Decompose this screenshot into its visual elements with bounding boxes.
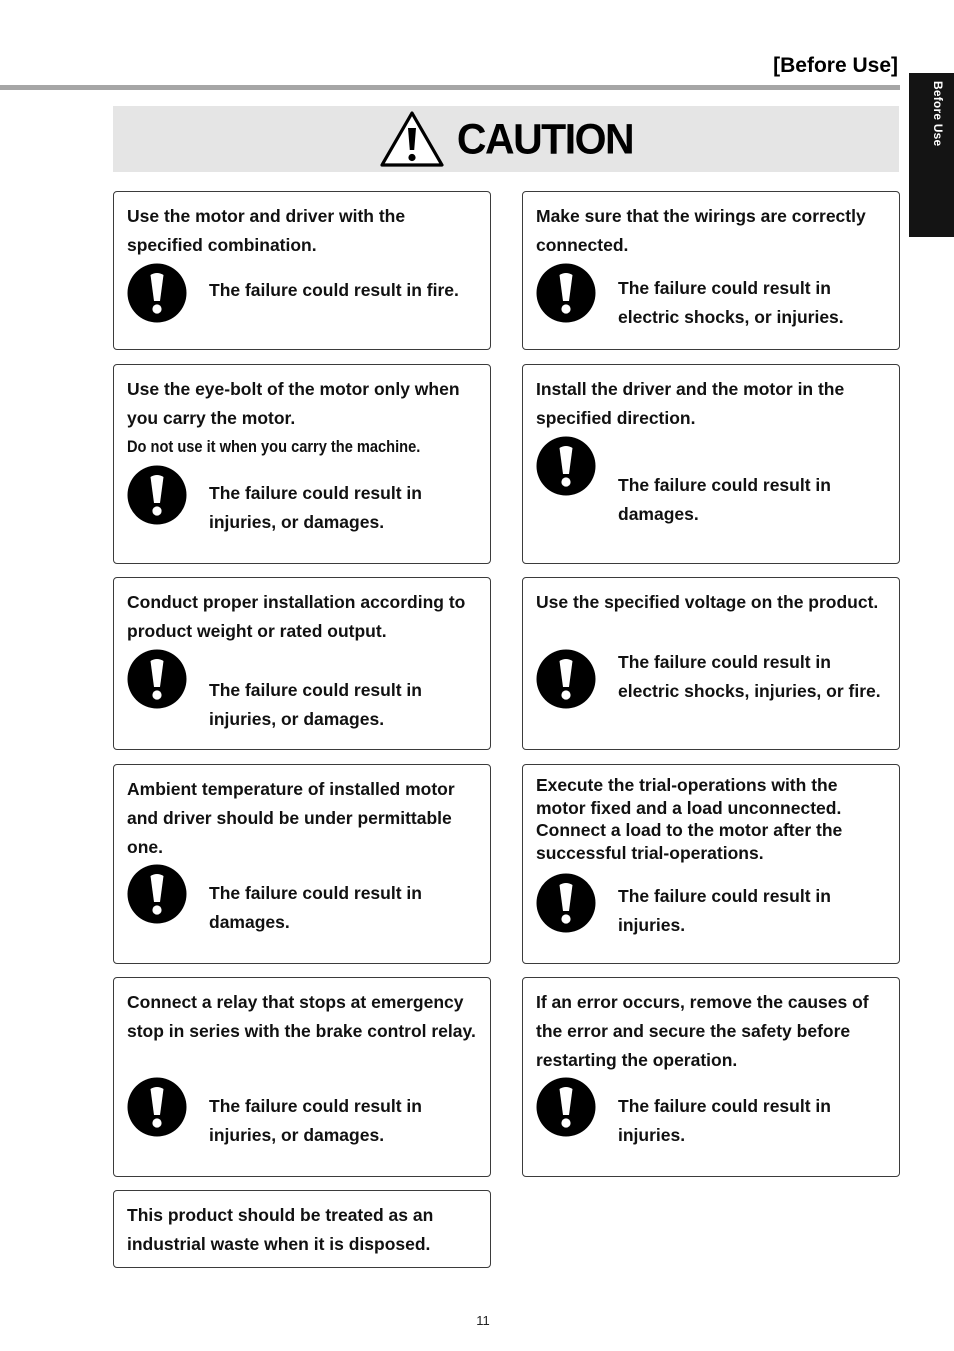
caution-box — [522, 577, 900, 750]
caution-result: The failure could result in injuries. — [618, 886, 831, 935]
mandatory-exclamation-icon — [536, 1077, 596, 1137]
mandatory-exclamation-icon — [536, 263, 596, 323]
caution-box — [113, 764, 491, 964]
caution-result: The failure could result in electric shocks, injuries, or fire. — [618, 652, 881, 701]
mandatory-exclamation-icon — [127, 649, 187, 709]
mandatory-exclamation-icon — [127, 465, 187, 525]
caution-instruction: Install the driver and the motor in the specified direction. — [536, 379, 845, 428]
caution-instruction: Conduct proper installation according to product weight or rated output. — [127, 592, 466, 641]
caution-banner — [113, 106, 899, 172]
caution-instruction: Execute the trial-operations with the motor fixed and a load unconnected. Connect a load to the motor after the successful trial-operations. — [536, 775, 843, 863]
caution-box — [522, 364, 900, 564]
caution-result: The failure could result in fire. — [209, 280, 459, 300]
caution-instruction: Make sure that the wirings are correctly connected. — [536, 206, 866, 255]
mandatory-exclamation-icon — [536, 436, 596, 496]
caution-instruction: Connect a relay that stops at emergency stop in series with the brake control relay. — [127, 992, 476, 1041]
page-number: 11 — [476, 1313, 490, 1328]
caution-result: The failure could result in electric shocks, or injuries. — [618, 278, 844, 327]
caution-result: The failure could result in damages. — [618, 475, 831, 524]
caution-result: The failure could result in injuries, or damages. — [209, 1096, 422, 1145]
caution-instruction: If an error occurs, remove the causes of the error and secure the safety before restarting the operation. — [536, 992, 869, 1070]
caution-box — [522, 764, 900, 964]
caution-box — [113, 191, 491, 350]
warning-triangle-icon — [379, 110, 445, 168]
caution-instruction: This product should be treated as an industrial waste when it is disposed. — [127, 1205, 434, 1254]
caution-title: CAUTION — [456, 114, 634, 163]
caution-box — [113, 577, 491, 750]
mandatory-exclamation-icon — [127, 263, 187, 323]
caution-box — [113, 1190, 491, 1268]
caution-box — [522, 977, 900, 1177]
caution-instruction: Use the eye-bolt of the motor only when you carry the motor. — [127, 379, 460, 428]
mandatory-exclamation-icon — [536, 649, 596, 709]
caution-box — [113, 977, 491, 1177]
caution-box — [522, 191, 900, 350]
caution-instruction: Use the motor and driver with the specified combination. — [127, 206, 406, 255]
mandatory-exclamation-icon — [536, 873, 596, 933]
header-rule — [0, 85, 900, 90]
caution-result: The failure could result in injuries, or damages. — [209, 483, 422, 532]
caution-result: The failure could result in injuries, or damages. — [209, 680, 422, 729]
side-tab-label: Before Use — [931, 81, 945, 147]
mandatory-exclamation-icon — [127, 1077, 187, 1137]
caution-instruction: Ambient temperature of installed motor and driver should be under permittable one. — [127, 779, 455, 857]
caution-box — [113, 364, 491, 564]
side-tab — [909, 73, 954, 237]
caution-note: Do not use it when you carry the machine. — [127, 437, 421, 456]
mandatory-exclamation-icon — [127, 864, 187, 924]
caution-result: The failure could result in injuries. — [618, 1096, 831, 1145]
caution-result: The failure could result in damages. — [209, 883, 422, 932]
caution-instruction: Use the specified voltage on the product. — [536, 592, 879, 612]
section-title: [Before Use] — [773, 54, 898, 77]
